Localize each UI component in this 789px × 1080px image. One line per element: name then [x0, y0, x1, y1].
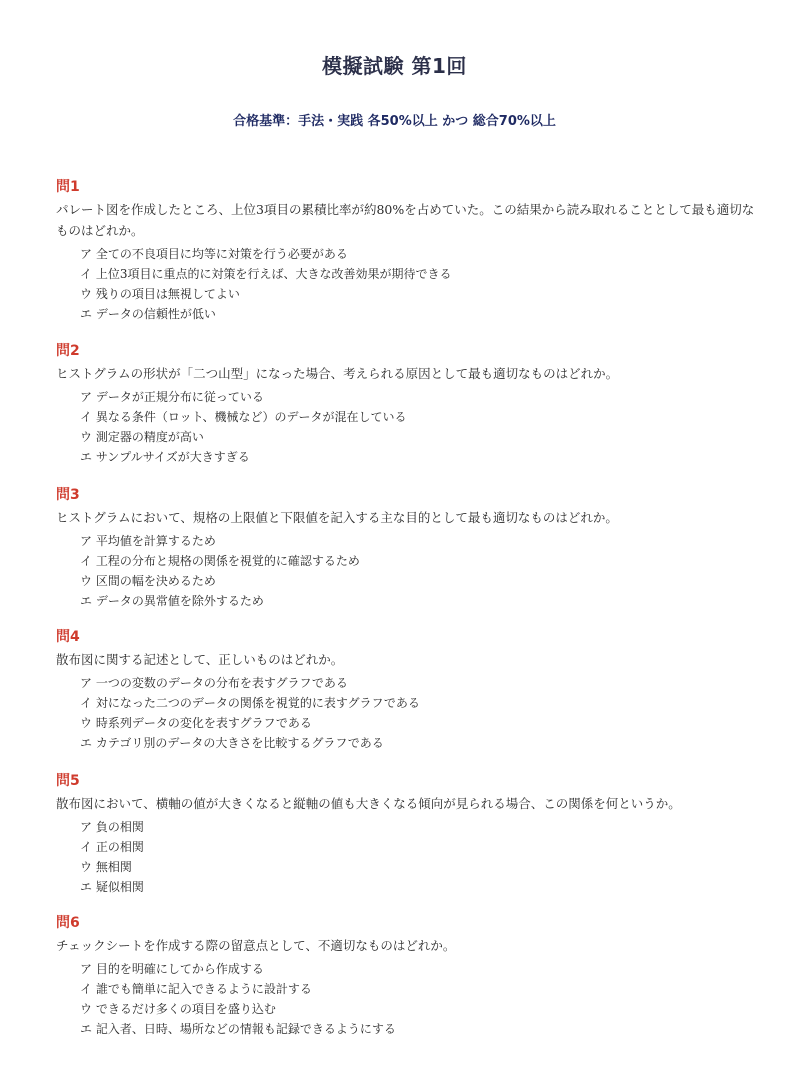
pass-criteria: 合格基準：手法・実践 各50%以上 かつ 総合70%以上	[233, 114, 556, 129]
question-2	[56, 342, 756, 467]
question-4	[56, 628, 756, 753]
question-number: 問3	[56, 487, 80, 503]
option-d: エ 記入者、日時、場所などの情報も記録できるようにする	[80, 1022, 396, 1036]
option-list	[56, 673, 756, 753]
question-number: 問5	[56, 773, 80, 789]
option-b: イ 工程の分布と規格の関係を視覚的に確認するため	[80, 554, 360, 568]
question-text: ヒストグラムの形状が「二つ山型」になった場合、考えられる原因として最も適切なものはどれか。	[56, 366, 619, 381]
option-b: イ 上位3項目に重点的に対策を行えば、大きな改善効果が期待できる	[80, 267, 452, 281]
option-b: イ 対になった二つのデータの関係を視覚的に表すグラフである	[80, 696, 420, 710]
page-title: 模擬試験 第1回	[322, 54, 467, 78]
question-text: パレート図を作成したところ、上位3項目の累積比率が約80%を占めていた。この結果から読み取れることとして最も適切なものはどれか。	[56, 202, 755, 238]
question-5	[56, 772, 756, 897]
option-b: イ 異なる条件（ロット、機械など）のデータが混在している	[80, 410, 407, 424]
question-6	[56, 914, 756, 1039]
option-list	[56, 531, 756, 611]
option-c: ウ 時系列データの変化を表すグラフである	[80, 716, 312, 730]
option-list	[56, 817, 756, 897]
option-d: エ データの異常値を除外するため	[80, 594, 264, 608]
option-a: ア データが正規分布に従っている	[80, 390, 264, 404]
option-d: エ サンプルサイズが大きすぎる	[80, 450, 250, 464]
question-text: チェックシートを作成する際の留意点として、不適切なものはどれか。	[56, 938, 456, 953]
question-text: 散布図に関する記述として、正しいものはどれか。	[56, 652, 344, 667]
option-list	[56, 244, 756, 324]
option-c: ウ 測定器の精度が高い	[80, 430, 204, 444]
question-3	[56, 486, 756, 611]
question-number: 問2	[56, 343, 80, 359]
option-list	[56, 959, 756, 1039]
option-d: エ データの信頼性が低い	[80, 307, 216, 321]
option-c: ウ 区間の幅を決めるため	[80, 574, 216, 588]
question-1	[56, 178, 756, 324]
option-c: ウ 無相関	[80, 860, 132, 874]
option-a: ア 負の相関	[80, 820, 144, 834]
option-a: ア 一つの変数のデータの分布を表すグラフである	[80, 676, 348, 690]
option-b: イ 誰でも簡単に記入できるように設計する	[80, 982, 312, 996]
option-b: イ 正の相関	[80, 840, 144, 854]
option-list	[56, 387, 756, 467]
question-text: 散布図において、横軸の値が大きくなると縦軸の値も大きくなる傾向が見られる場合、この関係を何というか。	[56, 796, 681, 811]
question-number: 問4	[56, 629, 80, 645]
option-a: ア 目的を明確にしてから作成する	[80, 962, 264, 976]
question-number: 問1	[56, 179, 80, 195]
question-text: ヒストグラムにおいて、規格の上限値と下限値を記入する主な目的として最も適切なものはどれか。	[56, 510, 618, 525]
option-d: エ カテゴリ別のデータの大きさを比較するグラフである	[80, 736, 384, 750]
option-d: エ 疑似相関	[80, 880, 144, 894]
question-number: 問6	[56, 915, 80, 931]
option-a: ア 平均値を計算するため	[80, 534, 216, 548]
option-c: ウ できるだけ多くの項目を盛り込む	[80, 1002, 276, 1016]
option-a: ア 全ての不良項目に均等に対策を行う必要がある	[80, 247, 348, 261]
option-c: ウ 残りの項目は無視してよい	[80, 287, 240, 301]
